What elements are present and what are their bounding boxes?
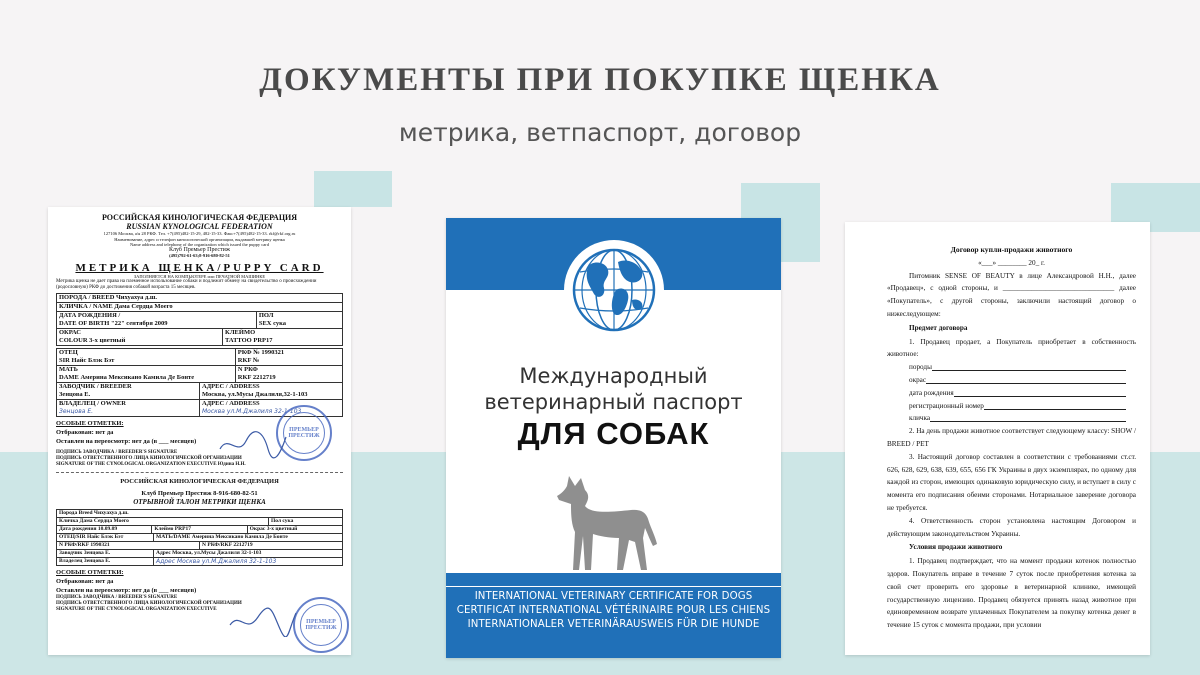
breed-value: Чихуахуа д.ш. (116, 294, 158, 301)
tattoo-label-en: TATTOO (225, 337, 252, 344)
passport-bottom-line (446, 586, 781, 587)
sex-label: ПОЛ (258, 312, 274, 319)
colour-label: ОКРАС (59, 329, 81, 336)
sex-label-en: SEX (258, 320, 272, 327)
card-fill-note: ЗАПОЛНЯЕТСЯ НА КОМПЬЮТЕРЕ или ПЕЧАТНОЙ МАШИНКЕ (133, 273, 266, 279)
field-breed: породы (909, 361, 1136, 374)
dob-value: "22" сентября 2009 (110, 320, 168, 327)
dam-label: МАТЬ (59, 366, 78, 373)
passport-title-line-3: ДЛЯ СОБАК (517, 416, 710, 451)
stub-breeder: Заводчик Зенцова Е. (59, 550, 111, 556)
owner-value: Зенцова Е. (59, 408, 94, 415)
club-phone: (495)792-61-63;8-916-680-82-51 (169, 253, 230, 258)
sire-label: ОТЕЦ (59, 349, 78, 356)
passport-english-title: INTERNATIONAL VETERINARY CERTIFICATE FOR DOGS (474, 591, 753, 602)
stub-name: Кличка Дама Сердца Моего (59, 518, 129, 524)
stub-sire: ОТЕЦ/SIR Найс Блэк Бэт (59, 534, 124, 540)
deco-square-left (314, 171, 392, 207)
cut-line (56, 472, 343, 473)
org-name-label: Наименование, адрес и телефон кинологической организации, выдавшей метрику щенка (114, 236, 285, 242)
field-reg-number: регистрационный номер (909, 400, 1136, 413)
stub-table (56, 509, 343, 566)
tattoo-value: PRP17 (253, 337, 273, 344)
puppy-info-table (56, 293, 343, 346)
contract-intro: Питомник SENSE OF BEAUTY в лице Александровой Н.Н., далее «Продавец», с одной стороны, и _______________________________ далее «Покупатель», с другой стороны, заключили настоящий договор о нижеследующем: (887, 271, 1136, 318)
reinspect-line: Оставлен на переосмотр: нет да (в ___ месяцев) (56, 438, 197, 445)
contract-clause-3: 3. Настоящий договор составлен в соответствии с требованиями ст.ст. 626, 628, 629, 638, 639, 655, 656 ГК Украины в двух экземплярах, по одному для каждой из сторон, имеющих одинаковую юридическую силу, и вступает в силу с момента его подписания обеими сторонами. Нотариальное заверение договора не требуется. (887, 452, 1136, 512)
sire-value: Найс Блэк Бэт (71, 357, 115, 364)
stub-org-signature-label-en: SIGNATURE OF THE CYNOLOGICAL ORGANIZATION EXECUTIVE (56, 607, 217, 612)
dob-label: ДАТА РОЖДЕНИЯ / (59, 312, 121, 319)
sex-value: сука (273, 320, 287, 327)
puppy-card-document (48, 207, 351, 655)
stub-colour: Окрас 3-х цветный (247, 526, 342, 533)
contract-section-subject: Предмет договора (909, 323, 968, 332)
stub-dam: МАТЬ/DAME Америна Мексикано Камила Де Бонте (153, 534, 342, 541)
org-signature-label-en: SIGNATURE OF THE CYNOLOGICAL ORGANIZATION EXECUTIVE (56, 462, 217, 467)
field-colour: окрас (909, 374, 1136, 387)
owner-label: ВЛАДЕЛЕЦ / OWNER (59, 400, 126, 407)
org-name-label-en: Name address and telephone of the organization which issued the puppy card (130, 242, 269, 247)
stub-address: Адрес Москва, ул.Мусы Джалиля 32-1-103 (153, 550, 342, 557)
stub-tattoo: Клеймо PRP17 (151, 526, 246, 533)
stub-rkf-2: N РКФ/RKF 2212719 (199, 542, 342, 549)
contract-section-conditions: Условия продажи животного (909, 543, 1003, 552)
stub-breed: Порода Breed Чихуахуа д.ш. (59, 510, 129, 516)
passport-german-title: INTERNATIONALER VETERINÄRAUSWEIS FÜR DIE HUNDE (467, 619, 760, 630)
special-marks-label: ОСОБЫЕ ОТМЕТКИ: (56, 420, 124, 427)
contract-date: «___» ________ 20_ г. (978, 258, 1045, 267)
puppy-card-title: МЕТРИКА ЩЕНКА/PUPPY CARD (75, 261, 324, 274)
org-signature-label: ПОДПИСЬ ОТВЕТСТВЕННОГО ЛИЦА КИНОЛОГИЧЕСКОЙ ОРГАНИЗАЦИИ (56, 456, 242, 461)
card-intro: Метрика щенка не дает права на племенное использование собаки и подлежит обмену на свидетельство о происхождении (родословную) РКФ до достижения собакой возраста 15 месяцев. (56, 279, 317, 290)
vet-passport-cover (446, 218, 781, 658)
contract-clause-4: 4. Ответственность сторон установлена настоящим Договором и действующим законодательством Украины. (887, 516, 1136, 538)
contract-clause-2: 2. На день продажи животное соответствует следующему классу: SHOW / BREED / PET (887, 427, 1136, 448)
signature-bottom (228, 607, 298, 637)
org-address: 127106 Москва, а/я 28 РКФ. Тел. +7(495)482-15-29, 482-15-33. Факс+7(495)482-15-33. rkf@rkf.org.ru (103, 231, 296, 236)
passport-title-line-1: Международный (519, 364, 708, 388)
dob-label-en: DATE OF BIRTH (59, 320, 110, 327)
passport-french-title: CERTIFICAT INTERNATIONAL VÉTÉRINAIRE POUR LES CHIENS (456, 605, 771, 616)
stub-title: ОТРЫВНОЙ ТАЛОН МЕТРИКИ ЩЕНКА (133, 498, 266, 506)
club-name: Клуб Премьер Престиж (169, 246, 230, 253)
field-name: кличка (909, 412, 1136, 425)
stub-org-name: РОССИЙСКАЯ КИНОЛОГИЧЕСКАЯ ФЕДЕРАЦИЯ (120, 478, 279, 485)
name-label: КЛИЧКА / NAME (59, 303, 113, 310)
sire-rkf-en: RKF № (237, 357, 260, 364)
page-title: ДОКУМЕНТЫ ПРИ ПОКУПКЕ ЩЕНКА (259, 62, 941, 98)
stub-org-signature-label: ПОДПИСЬ ОТВЕТСТВЕННОГО ЛИЦА КИНОЛОГИЧЕСКОЙ ОРГАНИЗАЦИИ (56, 601, 242, 606)
dam-value: Америна Мексикано Камила Де Бонте (80, 374, 195, 381)
tattoo-label: КЛЕЙМО (225, 329, 256, 336)
contract-title: Договор купли-продажи животного (950, 245, 1073, 254)
globe-icon (564, 240, 664, 340)
owner-address-label: АДРЕС / ADDRESS (202, 400, 260, 407)
stub-dob: Дата рождения 10.09.09 (59, 526, 118, 532)
signature-top (218, 429, 288, 459)
stub-special-marks-label: ОСОБЫЕ ОТМЕТКИ: (56, 569, 124, 576)
stub-rejected-line: Отбракован: нет да (56, 578, 114, 585)
breeder-signature-label: ПОДПИСЬ ЗАВОДЧИКА / BREEDER'S SIGNATURE (56, 450, 178, 455)
stub-breeder-signature-label: ПОДПИСЬ ЗАВОДЧИКА / BREEDER'S SIGNATURE (56, 595, 178, 600)
colour-value: 3-х цветный (89, 337, 126, 344)
stub-sex: Пол сука (268, 518, 342, 525)
dam-rkf-en: RKF 2212719 (237, 374, 276, 381)
stub-rkf-1: N РКФ/RKF 1990321 (59, 542, 110, 548)
page-subtitle: метрика, ветпаспорт, договор (398, 118, 802, 147)
dog-icon (551, 466, 661, 576)
sale-contract-document (845, 222, 1150, 655)
club-stamp-top: ПРЕМЬЕР ПРЕСТИЖ (276, 405, 332, 461)
rejected-line: Отбракован: нет да (56, 429, 114, 436)
signer-name: Юдина Н.Н. (217, 462, 246, 467)
address-label: АДРЕС / ADDRESS (202, 383, 260, 390)
field-dob: дата рождения (909, 387, 1136, 400)
contract-clause-1: 1. Продавец продает, а Покупатель приобретает в собственность животное: (887, 337, 1136, 359)
stub-reinspect-line: Оставлен на переосмотр: нет да (в ___ месяцев) (56, 587, 197, 594)
colour-label-en: COLOUR (59, 337, 88, 344)
passport-title-line-2: ветеринарный паспорт (484, 390, 743, 414)
contract-condition-1: 1. Продавец подтверждает, что на момент продажи котенок полностью здоров. Покупатель вправе в течение 7 суток после приобретения котенка за свой счет проверить его здоровье в ветеринарной клинике, имеющей государственную лицензию. Продавец обязуется принять назад животное при единовременном возврате уплаченных Покупателем за покупку котенка денег в течение 15 суток с момента продажи, при условии (887, 557, 1136, 630)
org-name-ru: РОССИЙСКАЯ КИНОЛОГИЧЕСКАЯ ФЕДЕРАЦИЯ (101, 213, 298, 222)
sire-rkf: РКФ № 1990321 (237, 349, 285, 356)
club-stamp-bottom: ПРЕМЬЕР ПРЕСТИЖ (293, 597, 349, 653)
stub-owner: Владелец Зенцова Е. (59, 558, 111, 564)
dam-rkf: N РКФ (237, 366, 258, 373)
org-name-en: RUSSIAN KYNOLOGICAL FEDERATION (126, 222, 273, 231)
address-value: Москва, ул.Мусы Джалиля,32-1-103 (202, 391, 308, 398)
stub-club: Клуб Премьер Престиж 8-916-680-82-51 (141, 490, 258, 497)
breeder-label: ЗАВОДЧИК / BREEDER (59, 383, 132, 390)
stub-owner-address: Адрес Москва ул.М.Джалиля 32-1-103 (153, 558, 342, 565)
owner-address-value: Москва ул.М.Джалиля 32-1-103 (202, 408, 302, 415)
breeder-value: Зенцова Е. (59, 391, 91, 398)
dam-label-en: DAME (59, 374, 79, 381)
breed-label: ПОРОДА / BREED (59, 294, 115, 301)
name-value: Дама Сердца Моего (114, 303, 173, 310)
sire-label-en: SIR (59, 357, 70, 364)
